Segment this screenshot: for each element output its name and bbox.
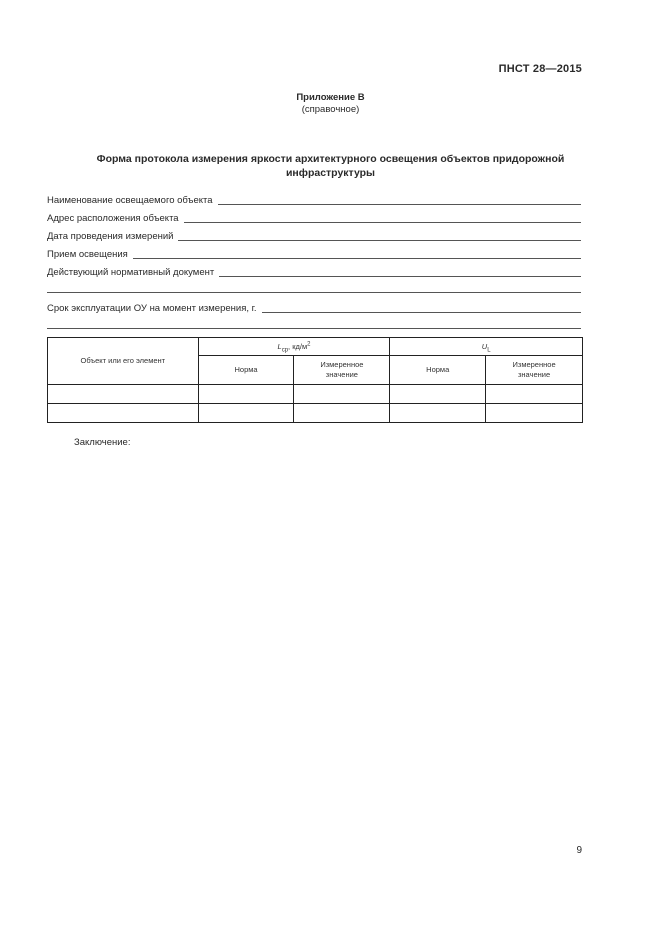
appendix-title: Приложение В: [296, 92, 365, 103]
blank-fill-line[interactable]: [47, 279, 581, 293]
subheader-norm: Норма: [390, 356, 486, 385]
field-object-address: [47, 207, 581, 225]
subheader-norm: Норма: [198, 356, 294, 385]
conclusion-label: Заключение:: [74, 437, 131, 448]
document-code: ПНСТ 28—2015: [498, 63, 582, 75]
field-service-life: [47, 293, 581, 315]
unit-label: , кд/м: [288, 341, 308, 351]
table-cell[interactable]: [198, 385, 294, 404]
fill-line[interactable]: [219, 276, 581, 277]
table-cell[interactable]: [198, 404, 294, 423]
subscript-avg: ср: [281, 347, 289, 353]
field-label: Действующий нормативный документ: [47, 267, 215, 278]
appendix-subtitle: (справочное): [301, 104, 360, 115]
measurement-table: [47, 337, 583, 423]
subheader-measured: [486, 356, 583, 385]
superscript-two: 2: [307, 341, 311, 347]
table-header-row: [48, 338, 583, 356]
table-cell[interactable]: [390, 404, 486, 423]
column-header-object: Объект или его элемент: [48, 338, 199, 385]
table-cell[interactable]: [48, 385, 199, 404]
fill-line[interactable]: [184, 222, 581, 223]
form-title-line2: инфраструктуры: [285, 166, 376, 179]
table-cell[interactable]: [48, 404, 199, 423]
column-group-uniformity: [390, 338, 583, 356]
table-cell[interactable]: [390, 385, 486, 404]
field-measurement-date: [47, 225, 581, 243]
form-fields: [47, 189, 581, 329]
field-lighting-method: [47, 243, 581, 261]
fill-line[interactable]: [178, 240, 581, 241]
fill-line[interactable]: [218, 204, 581, 205]
symbol-l: L: [277, 341, 282, 351]
field-label: Прием освещения: [47, 249, 128, 260]
subheader-measured: [294, 356, 390, 385]
table-row: [48, 385, 583, 404]
fill-line[interactable]: [262, 312, 581, 313]
form-title-line1: Форма протокола измерения яркости архитектурного освещения объектов придорожной: [96, 153, 565, 165]
blank-fill-line[interactable]: [47, 315, 581, 329]
symbol-u: U: [481, 341, 488, 351]
table-cell[interactable]: [486, 385, 583, 404]
measured-line1: Измеренное: [512, 360, 556, 369]
field-label: Дата проведения измерений: [47, 231, 174, 242]
field-object-name: [47, 189, 581, 207]
table-row: [48, 404, 583, 423]
form-title: [60, 153, 601, 180]
column-group-luminance: [198, 338, 390, 356]
subscript-l: L: [487, 347, 491, 353]
page-number: 9: [576, 845, 582, 856]
table-cell[interactable]: [486, 404, 583, 423]
fill-line[interactable]: [133, 258, 581, 259]
measured-line1: Измеренное: [320, 360, 364, 369]
field-label: Адрес расположения объекта: [47, 213, 179, 224]
measured-line2: значение: [325, 370, 358, 379]
table-cell[interactable]: [294, 385, 390, 404]
table-cell[interactable]: [294, 404, 390, 423]
field-label: Срок эксплуатации ОУ на момент измерения, г.: [47, 303, 257, 314]
appendix-heading: [0, 92, 661, 116]
measured-line2: значение: [517, 370, 551, 379]
field-normative-document: [47, 261, 581, 279]
field-label: Наименование освещаемого объекта: [47, 195, 213, 206]
